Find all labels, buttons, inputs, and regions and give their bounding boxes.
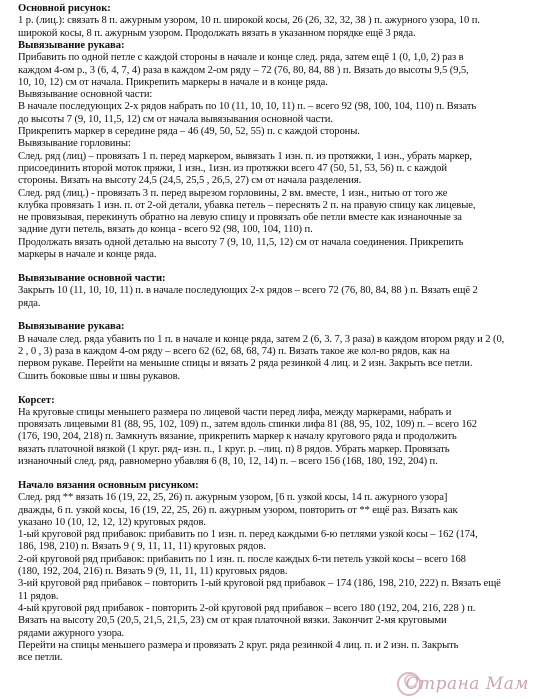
text-line: В начале последующих 2-х рядов набрать по 10 (11, 10, 10, 11) п. – всего 92 (98, 100, 104, 110) п. Вязать bbox=[18, 101, 477, 113]
text-line: присоединить второй моток пряжи, 1 изн., 1изн. из протяжки всего 47 (50, 51, 53, 56) п. с каждой bbox=[18, 162, 447, 174]
text-line: широкой косы, 8 п. ажурным узором. Продолжать вязать в указанном порядке ещё 3 ряда. bbox=[18, 27, 416, 39]
text-line: не провязывая, перекинуть обратно на левую спицу и провязать обе петли вместе как изнаночные за bbox=[18, 212, 462, 224]
section-heading: Корсет: bbox=[18, 394, 55, 406]
text-line: Прибавить по одной петле с каждой стороны в начале и конце след. ряда, затем ещё 1 (0, 1,0, 2) раз в bbox=[18, 52, 464, 64]
text-line: В начале след. ряда убавить по 1 п. в начале и конце ряда, затем 2 (6, 3. 7, 3 раза) в каждом втором ряду и 2 (0, bbox=[18, 333, 505, 345]
text-line: 1-ый круговой ряд прибавок: прибавить по 1 изн. п. перед каждыми 6-ю петлями узкой косы – 162 (174, bbox=[18, 529, 478, 541]
text-line: задние дуги петель, вязать до конца - всего 92 (98, 100, 104, 110) п. bbox=[18, 224, 313, 236]
text-line: Прикрепить маркер в середине ряда – 46 (49, 50, 52, 55) п. с каждой стороны. bbox=[18, 126, 360, 137]
text-line: Вывязывание горловины: bbox=[18, 138, 131, 150]
text-line: дважды, 6 п. узкой косы, 16 (19, 22, 25, 26) п. ажурным узором, повторить от ** ещё раз. Вязать как bbox=[18, 504, 458, 516]
text-line: Вязать на высоту 20,5 (20,5, 21,5, 21,5, 23) см от края платочной вязки. Закончит 2-мя круговыми bbox=[18, 615, 447, 627]
text-line: 3-ий круговой ряд прибавок – повторить 1-ый круговой ряд прибавок – 174 (186, 198, 210, 222) п. Вязать ещё bbox=[18, 578, 501, 590]
text-line: стороны. Вязать на высоту 24,5 (24,5, 25,5 , 26,5, 27) см от начала разделения. bbox=[18, 175, 362, 187]
section-heading: Вывязывание рукава: bbox=[18, 321, 125, 333]
section-heading: Основной рисунок: bbox=[18, 3, 111, 14]
text-line: 2 , 0 , 3) раза в каждом 4-ом ряду – всего 62 (62, 68, 68, 74) п. Вязать такое же кол-во рядов, как на bbox=[18, 346, 450, 357]
text-line: изнаночный след. ряд, равномерно убавляя 6 (8, 10, 12, 14) п. – всего 156 (168, 180, 192, 204) п. bbox=[18, 456, 438, 467]
text-line: След. ряд (лиц) – провязать 1 п. перед маркером, вывязать 1 изн. п. из протяжки, 1 изн., убрать маркер, bbox=[18, 150, 472, 162]
section-heading: Вывязывание основной части: bbox=[18, 272, 166, 284]
text-line: След. ряд ** вязать 16 (19, 22, 25, 26) п. ажурным узором, [6 п. узкой косы, 14 п. ажурного узора] bbox=[18, 492, 448, 504]
text-line: След. ряд (лиц.) - провязать 3 п. перед вырезом горловины, 2 вм. вместе, 1 изн., нитью от того же bbox=[18, 187, 448, 199]
text-line: 11 рядов. bbox=[18, 590, 59, 602]
text-line: (180, 192, 204, 216) п. Вязать 9 (9, 11, 11, 11) круговых рядов. bbox=[18, 566, 288, 577]
text-line: Сшить боковые швы и швы рукавов. bbox=[18, 370, 181, 382]
watermark-text: Страна Мам bbox=[405, 674, 529, 694]
section-heading: Начало вязания основным рисунком: bbox=[18, 479, 199, 491]
text-line: клубка провязать 1 изн. п. от 2-ой детали, убавка петель – переснять 2 п. на правую спицу как лицевые, bbox=[18, 199, 476, 211]
text-line: вязать платочной вязкой (1 круг. ряд- изн. п., 1 круг. р. –лиц. п) 8 рядов. Убрать маркер. Провязать bbox=[18, 443, 450, 455]
text-line: 10, 10, 12) см от начала. Прикрепить маркеры в начале и в конце ряда. bbox=[18, 76, 328, 88]
text-line: Перейти на спицы меньшего размера и провязать 2 круг. ряда резинкой 4 лиц. п. и 2 изн. п. Закрыть bbox=[18, 639, 459, 651]
text-line: (176, 190, 204, 218) п. Замкнуть вязание, прикрепить маркер к началу кругового ряда и продолжить bbox=[18, 431, 457, 443]
text-line: первом рукаве. Перейти на меньшие спицы и вязать 2 ряда резинкой 4 лиц. и 2 изн. Закрыть все петли. bbox=[18, 358, 473, 370]
text-line: Закрыть 10 (11, 10, 10, 11) п. в начале последующих 2-х рядов – всего 72 (76, 80, 84, 88 ) п. Вязать ещё 2 bbox=[18, 285, 478, 297]
section-heading: Вывязывание рукава: bbox=[18, 39, 125, 51]
text-line: 1 р. (лиц.): связать 8 п. ажурным узором, 10 п. широкой косы, 26 (26, 32, 32, 38 ) п. ажурного узора, 10 п. bbox=[18, 15, 480, 27]
text-line: маркеры в начале и конце ряда. bbox=[18, 249, 157, 260]
text-line: до высоты 7 (9, 10, 11,5, 12) см от начала вывязывания основной части. bbox=[18, 113, 333, 125]
text-line: каждом 4-ом р., 3 (6, 4, 7, 4) раза в каждом 2-ом ряду – 72 (76, 80, 84, 88 ) п. Вязать до высоты 9,5 (9,5, bbox=[18, 64, 469, 76]
text-line: Продолжать вязать одной деталью на высоту 7 (9, 10, 11,5, 12) см от начала соединения. Прикрепить bbox=[18, 236, 464, 248]
text-line: 4-ый круговой ряд прибавок - повторить 2-ой круговой ряд прибавок – всего 180 (192, 204, 216, 228 ) п. bbox=[18, 602, 476, 614]
text-line: 2-ой круговой ряд прибавок: прибавить по 1 изн. п. после каждых 6-ти петель узкой косы – всего 168 bbox=[18, 553, 466, 565]
text-line: рядами ажурного узора. bbox=[18, 627, 125, 639]
watermark-logo bbox=[397, 668, 529, 698]
text-line: Вывязывание основной части: bbox=[18, 89, 153, 101]
text-line: указано 10 (10, 12, 12, 12) круговых рядов. bbox=[18, 516, 206, 528]
text-line: все петли. bbox=[18, 652, 63, 664]
text-line: ряда. bbox=[18, 297, 41, 309]
text-line: На круговые спицы меньшего размера по лицевой части перед лифа, между маркерами, набрать и bbox=[18, 406, 452, 418]
text-line: 186, 198, 210) п. Вязать 9 ( 9, 11, 11, 11) круговых рядов. bbox=[18, 541, 266, 553]
text-line: провязать лицевыми 81 (88, 95, 102, 109) п., затем вдоль спинки лифа 81 (88, 95, 102, 109) п. – всего 162 bbox=[18, 419, 477, 431]
